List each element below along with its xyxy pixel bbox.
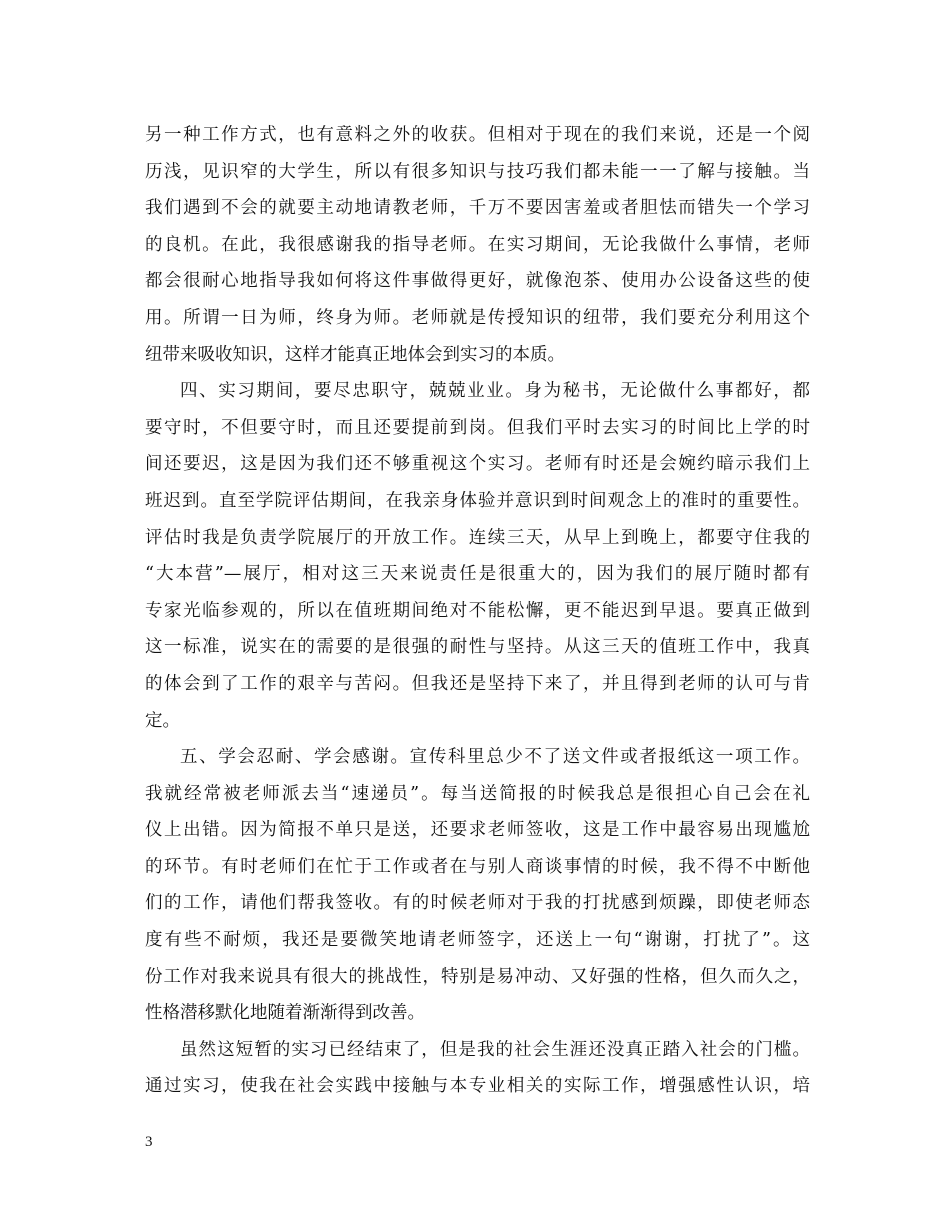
text-line: 的环节。有时老师们在忙于工作或者在与别人商谈事情的时候，我不得不中断他 <box>145 856 810 877</box>
text-line: 我们遇到不会的就要主动地请教老师，千万不要因害羞或者胆怯而错失一个学习 <box>145 198 810 219</box>
text-line: 班迟到。直至学院评估期间，在我亲身体验并意识到时间观念上的准时的重要性。 <box>145 490 810 511</box>
text-line: 专家光临参观的，所以在值班期间绝对不能松懈，更不能迟到早退。要真正做到 <box>145 600 810 621</box>
page-number: 3 <box>145 1134 153 1150</box>
paragraph-start-line: 四、实习期间，要尽忠职守，兢兢业业。身为秘书，无论做什么事都好，都 <box>180 381 810 402</box>
text-line: 性格潜移默化地随着渐渐得到改善。 <box>145 1003 425 1024</box>
text-line: 仪上出错。因为简报不单只是送，还要求老师签收，这是工作中最容易出现尴尬 <box>145 820 810 841</box>
body-text <box>145 117 810 1105</box>
text-line: 们的工作，请他们帮我签收。有的时候老师对于我的打扰感到烦躁，即使老师态 <box>145 893 810 914</box>
text-line: 的良机。在此，我很感谢我的指导老师。在实习期间，无论我做什么事情，老师 <box>145 234 810 255</box>
text-line: 通过实习，使我在社会实践中接触与本专业相关的实际工作，增强感性认识，培 <box>145 1076 810 1097</box>
text-line: 度有些不耐烦，我还是要微笑地请老师签字，还送上一句“谢谢，打扰了”。这 <box>145 930 810 951</box>
text-line: 我就经常被老师派去当“速递员”。每当送简报的时候我总是很担心自己会在礼 <box>145 783 810 804</box>
paragraph-start-line: 虽然这短暂的实习已经结束了，但是我的社会生涯还没真正踏入社会的门槛。 <box>180 1039 810 1060</box>
text-line: 历浅，见识窄的大学生，所以有很多知识与技巧我们都未能一一了解与接触。当 <box>145 161 810 182</box>
text-line: 这一标准，说实在的需要的是很强的耐性与坚持。从这三天的值班工作中，我真 <box>145 637 810 658</box>
text-line: 要守时，不但要守时，而且还要提前到岗。但我们平时去实习的时间比上学的时 <box>145 417 810 438</box>
text-line: 纽带来吸收知识，这样才能真正地体会到实习的本质。 <box>145 344 565 365</box>
text-line: “大本营”—展厅，相对这三天来说责任是很重大的，因为我们的展厅随时都有 <box>145 564 810 585</box>
text-line: 用。所谓一日为师，终身为师。老师就是传授知识的纽带，我们要充分利用这个 <box>145 307 810 328</box>
text-line: 定。 <box>145 710 180 731</box>
paragraph-start-line: 五、学会忍耐、学会感谢。宣传科里总少不了送文件或者报纸这一项工作。 <box>180 747 810 768</box>
text-line: 另一种工作方式，也有意料之外的收获。但相对于现在的我们来说，还是一个阅 <box>145 125 810 145</box>
text-line: 份工作对我来说具有很大的挑战性，特别是易冲动、又好强的性格，但久而久之， <box>145 966 810 987</box>
text-line: 评估时我是负责学院展厅的开放工作。连续三天，从早上到晚上，都要守住我的 <box>145 527 810 548</box>
text-line: 都会很耐心地指导我如何将这件事做得更好，就像泡茶、使用办公设备这些的使 <box>145 271 810 292</box>
text-line: 间还要迟，这是因为我们还不够重视这个实习。老师有时还是会婉约暗示我们上 <box>145 454 810 475</box>
text-line: 的体会到了工作的艰辛与苦闷。但我还是坚持下来了，并且得到老师的认可与肯 <box>145 673 810 694</box>
